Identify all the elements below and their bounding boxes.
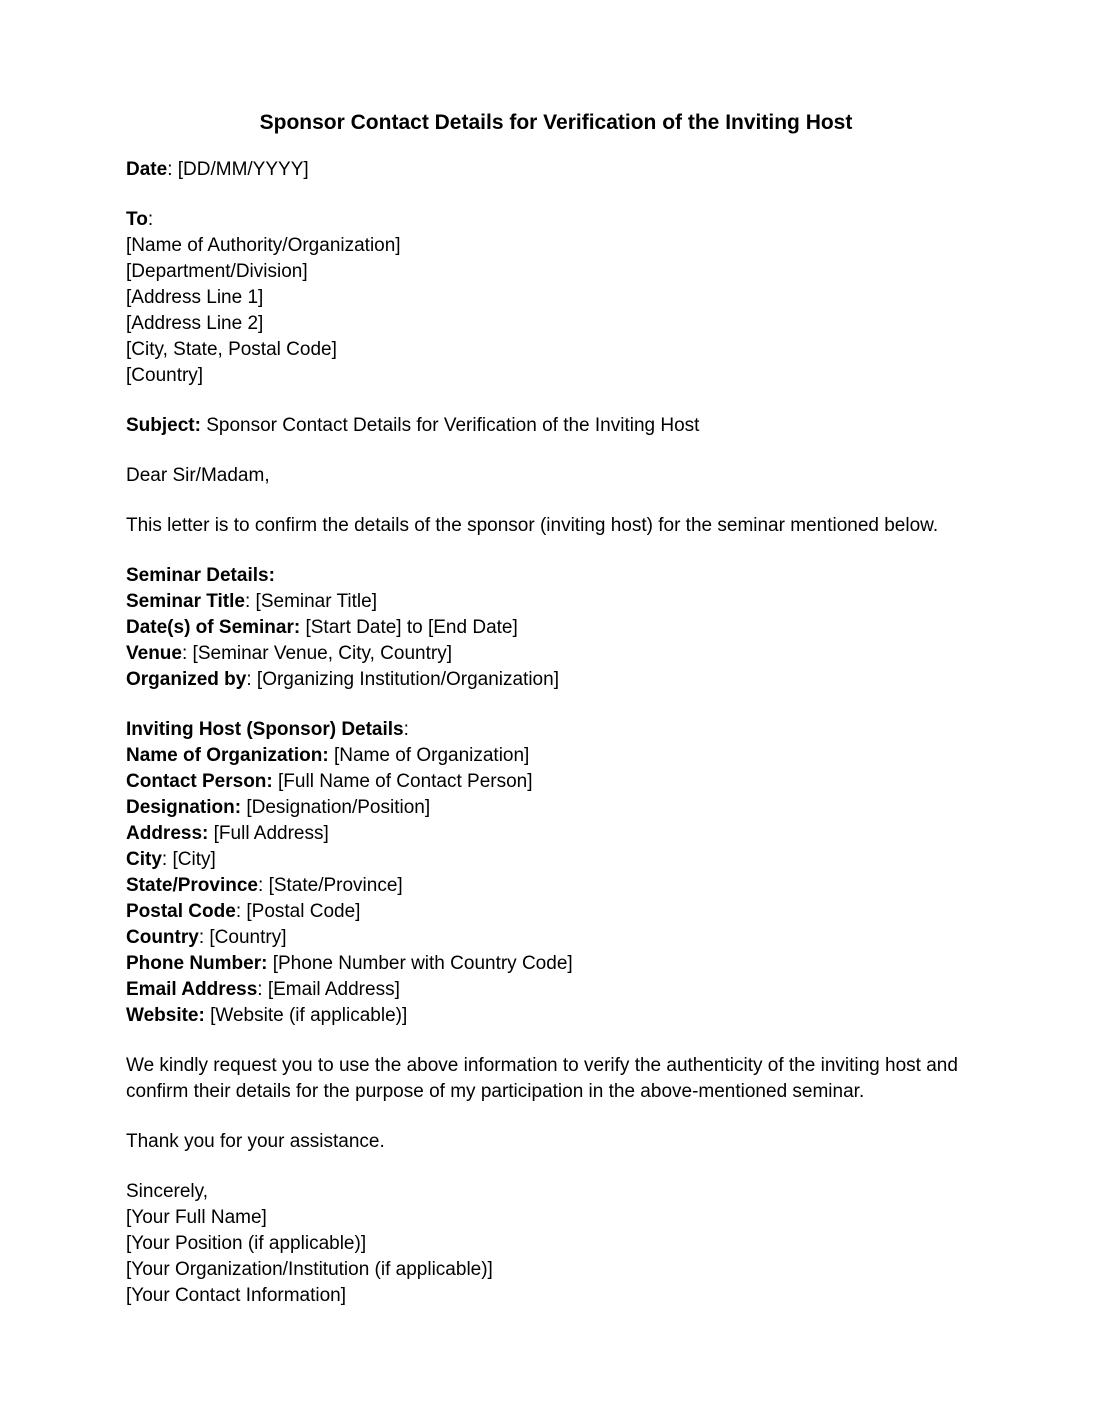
field-value: [State/Province] bbox=[268, 875, 403, 896]
signature-line: [Your Contact Information] bbox=[126, 1285, 347, 1306]
recipient-line: [Department/Division] bbox=[126, 261, 308, 282]
seminar-title-row: Seminar Title: [Seminar Title] bbox=[126, 591, 377, 612]
host-designation-row bbox=[126, 795, 986, 821]
field-label: Postal Code bbox=[126, 901, 236, 922]
host-address-row bbox=[126, 821, 986, 847]
field-value: [City] bbox=[172, 849, 216, 870]
host-phone-row bbox=[126, 951, 986, 977]
host-details-heading: Inviting Host (Sponsor) Details bbox=[126, 719, 404, 740]
date-value: [DD/MM/YYYY] bbox=[177, 159, 309, 180]
field-value: [Start Date] to [End Date] bbox=[305, 617, 518, 638]
letter-page bbox=[126, 108, 986, 1333]
field-value: [Full Address] bbox=[213, 823, 329, 844]
field-label: Contact Person: bbox=[126, 771, 273, 792]
field-label: State/Province bbox=[126, 875, 258, 896]
subject-label: Subject: bbox=[126, 415, 201, 436]
seminar-organizer-row: Organized by: [Organizing Institution/Organization] bbox=[126, 669, 559, 690]
signature-line: [Your Position (if applicable)] bbox=[126, 1233, 367, 1254]
host-country-row: Country: [Country] bbox=[126, 927, 287, 948]
recipient-line: [Name of Authority/Organization] bbox=[126, 235, 401, 256]
valediction: Sincerely, bbox=[126, 1181, 209, 1202]
field-label: Website: bbox=[126, 1005, 205, 1026]
host-website-row bbox=[126, 1003, 986, 1029]
host-email-row: Email Address: [Email Address] bbox=[126, 979, 400, 1000]
field-label: Date(s) of Seminar: bbox=[126, 617, 301, 638]
field-value: [Designation/Position] bbox=[246, 797, 431, 818]
seminar-dates-row bbox=[126, 615, 986, 641]
to-label: To bbox=[126, 209, 148, 230]
field-value: [Website (if applicable)] bbox=[210, 1005, 408, 1026]
field-value: [Full Name of Contact Person] bbox=[278, 771, 533, 792]
field-value: [Country] bbox=[209, 927, 287, 948]
field-value: [Seminar Title] bbox=[255, 591, 377, 612]
field-label: Venue bbox=[126, 643, 182, 664]
recipient-line: [Address Line 1] bbox=[126, 287, 264, 308]
field-label: Name of Organization: bbox=[126, 745, 329, 766]
seminar-details-heading: Seminar Details: bbox=[126, 565, 275, 586]
salutation: Dear Sir/Madam, bbox=[126, 465, 270, 486]
field-label: Phone Number: bbox=[126, 953, 268, 974]
field-label: Organized by bbox=[126, 669, 247, 690]
host-details-block: Inviting Host (Sponsor) Details: Name of Organization: [Name of Organization] Contact Person: [Full Name of Contact Person] Designation: [Designation/Position] Address: [Full Address] City: [City] State/Province: [State/Province] Postal Code: [Postal Code] Country: [Country] Phone Number: [Phone Number with Country Code] Email Address: [Email Address] Website: [Website (if applicable)] bbox=[126, 717, 986, 1029]
seminar-venue-row: Venue: [Seminar Venue, City, Country] bbox=[126, 643, 452, 664]
field-label: Email Address bbox=[126, 979, 258, 1000]
host-state-row: State/Province: [State/Province] bbox=[126, 875, 403, 896]
field-value: [Organizing Institution/Organization] bbox=[256, 669, 559, 690]
date-line: Date: [DD/MM/YYYY] bbox=[126, 159, 309, 180]
request-paragraph: We kindly request you to use the above information to verify the authenticity of the inviting host and confirm their details for the purpose of my participation in the above-mentioned seminar. bbox=[126, 1055, 958, 1102]
field-label: Address: bbox=[126, 823, 209, 844]
host-postal-code-row: Postal Code: [Postal Code] bbox=[126, 901, 361, 922]
document-title: Sponsor Contact Details for Verification of the Inviting Host bbox=[259, 111, 853, 134]
recipient-line: [Country] bbox=[126, 365, 204, 386]
field-value: [Seminar Venue, City, Country] bbox=[192, 643, 452, 664]
signature-line: [Your Organization/Institution (if applicable)] bbox=[126, 1259, 493, 1280]
thanks-line: Thank you for your assistance. bbox=[126, 1131, 385, 1152]
field-value: [Email Address] bbox=[267, 979, 400, 1000]
intro-paragraph: This letter is to confirm the details of the sponsor (inviting host) for the seminar mentioned below. bbox=[126, 515, 939, 536]
field-value: [Phone Number with Country Code] bbox=[272, 953, 573, 974]
host-city-row: City: [City] bbox=[126, 849, 216, 870]
recipient-line: [City, State, Postal Code] bbox=[126, 339, 337, 360]
field-value: [Postal Code] bbox=[246, 901, 361, 922]
subject-value: Sponsor Contact Details for Verification of the Inviting Host bbox=[206, 415, 700, 436]
recipient-line: [Address Line 2] bbox=[126, 313, 264, 334]
host-organization-row bbox=[126, 743, 986, 769]
date-label: Date bbox=[126, 159, 168, 180]
subject-line bbox=[126, 413, 986, 439]
seminar-details-block bbox=[126, 563, 986, 693]
signature-block bbox=[126, 1179, 986, 1309]
field-label: Country bbox=[126, 927, 199, 948]
field-value: [Name of Organization] bbox=[333, 745, 530, 766]
field-label: Seminar Title bbox=[126, 591, 245, 612]
field-label: Designation: bbox=[126, 797, 242, 818]
recipient-block: To: [Name of Authority/Organization] [Department/Division] [Address Line 1] [Address Line 2] [City, State, Postal Code] [Country] bbox=[126, 207, 986, 389]
host-contact-person-row bbox=[126, 769, 986, 795]
field-label: City bbox=[126, 849, 162, 870]
signature-line: [Your Full Name] bbox=[126, 1207, 267, 1228]
